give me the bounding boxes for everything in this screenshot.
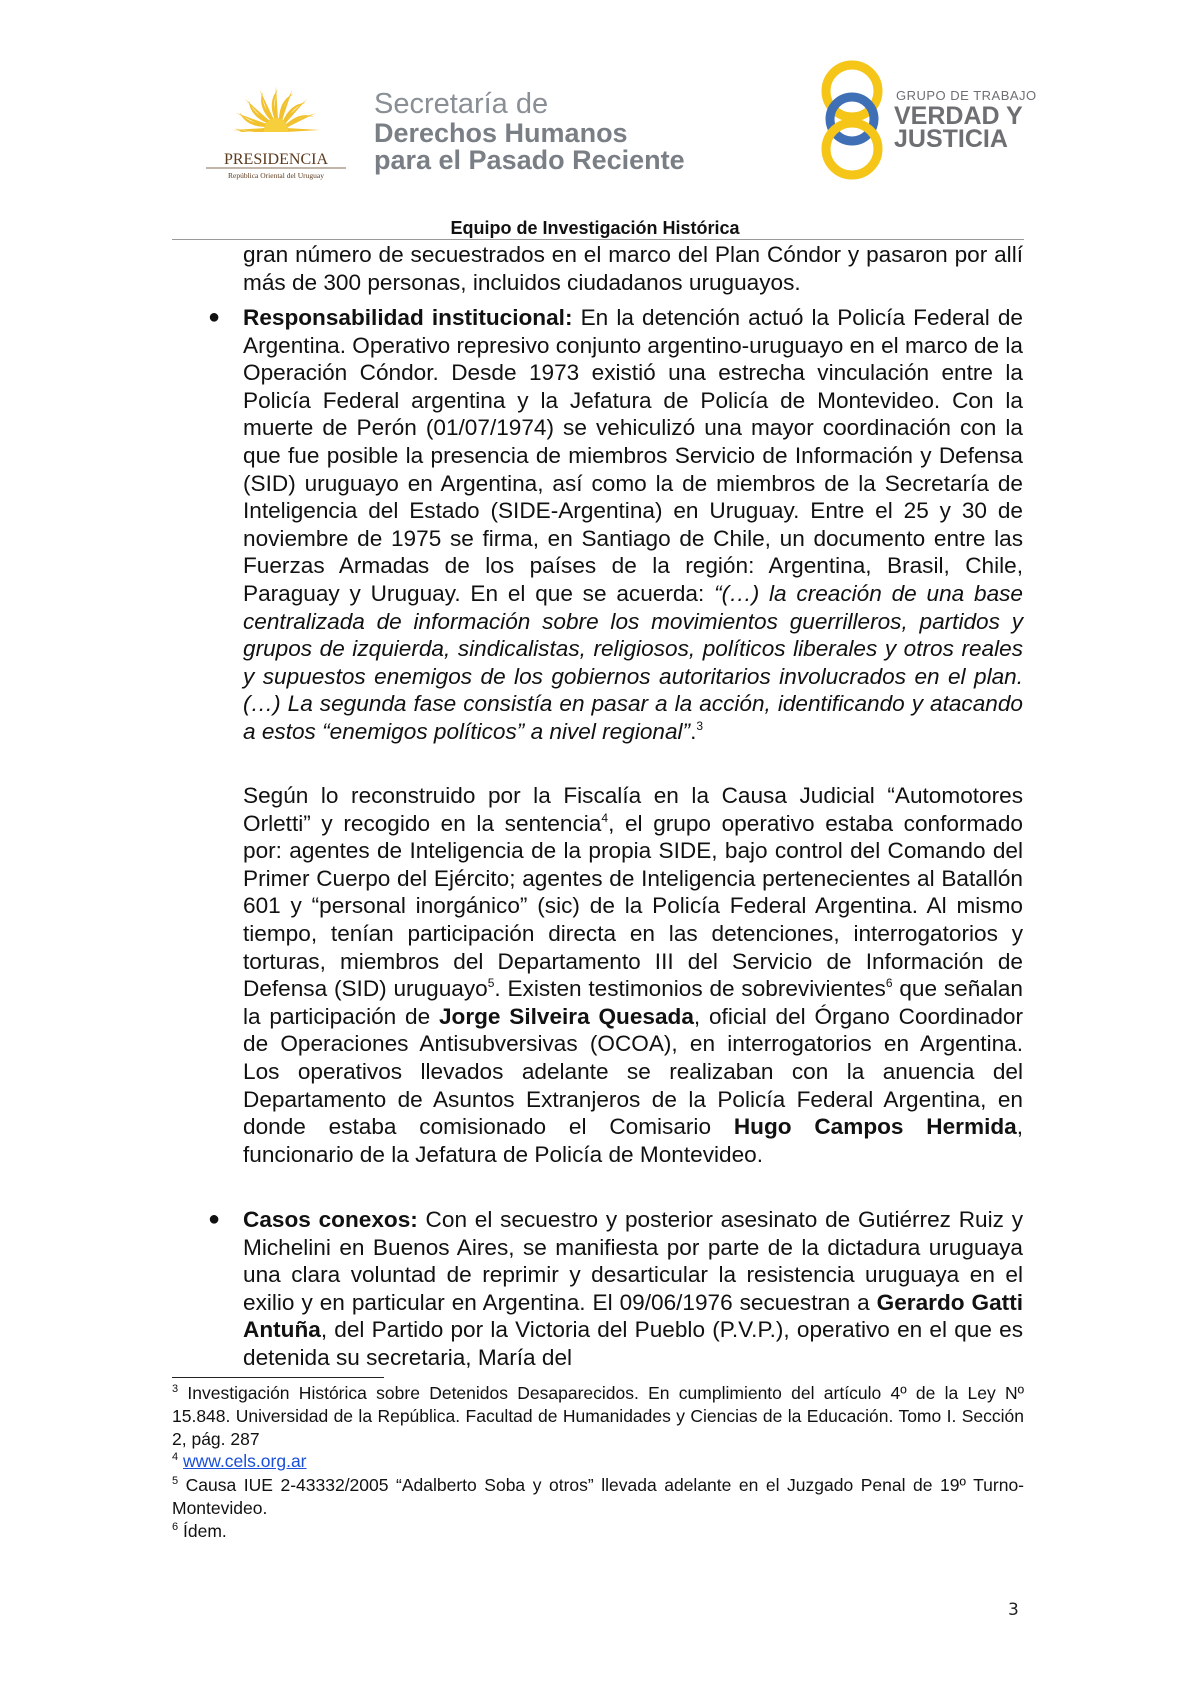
casos-text-1: Con el secuestro y posterior asesinato de Gutiérrez Ruiz y Michelini en Buenos Aires, se manifiesta por parte de la dictadura uruguaya una clara voluntad de reprimir y desarticular la resistencia uruguaya en el exilio y en particular en Argentina. El 09/06/1976 secuestran a: [243, 1207, 1023, 1315]
cels-link[interactable]: www.cels.org.ar: [183, 1451, 307, 1471]
footnote-6: [172, 1520, 1024, 1543]
footnote-number: 6: [172, 1521, 179, 1533]
footnote-ref-4[interactable]: 4: [601, 810, 609, 825]
casos-text-2: , del Partido por la Victoria del Pueblo (P.V.P.), operativo en el que es detenida su secretaria, María del: [243, 1317, 1023, 1370]
gtvj-line-1: GRUPO DE TRABAJO: [896, 88, 1037, 103]
footnote-4: [172, 1450, 1024, 1473]
footnote-number: 4: [172, 1451, 179, 1463]
name-gatti: Gerardo Gatti Antuña: [243, 1289, 1023, 1343]
presidencia-title: PRESIDENCIA: [223, 151, 329, 168]
bullet-icon: ●: [208, 306, 221, 328]
segun-text-3: . Existen testimonios de sobrevivientes: [494, 976, 886, 1002]
footnote-text: Causa IUE 2-43332/2005 “Adalberto Soba y otros” llevada adelante en el Juzgado Penal de 19º Turno-Montevideo.: [172, 1475, 1024, 1518]
segun-text-6: , funcionario de la Jefatura de Policía de Montevideo.: [243, 1114, 1023, 1167]
segun-text-5: , oficial del Órgano Coordinador de Operaciones Antisubversivas (OCOA), en interrogatorios en Argentina. Los operativos llevados adelante se realizaban con la anuencia del Departamento de Asuntos Extranjeros de la Policía Federal Argentina, en donde estaba comisionado el Comisario: [243, 1003, 1023, 1140]
sun-of-may-icon: [196, 82, 356, 182]
footnote-number: 5: [172, 1475, 179, 1487]
footnote-5: [172, 1474, 1024, 1520]
responsabilidad-quote: “(…) la creación de una base centralizada de información sobre los movimientos guerrilleros, partidos y grupos de izquierda, sindicalistas, religiosos, políticos liberales y otros reales y supuestos enemigos de los gobiernos autoritarios involucrados en el plan. (…) La segunda fase consistía en pasar a la acción, identificando y atacando a estos “enemigos políticos” a nivel regional”: [243, 580, 1023, 744]
header-title: Equipo de Investigación Histórica: [450, 218, 740, 238]
footnote-number: 3: [172, 1383, 179, 1395]
gtvj-line-3: JUSTICIA: [894, 125, 1008, 153]
footnote-3: [172, 1382, 1024, 1451]
segun-text-4: que señalan la participación de: [243, 976, 1023, 1029]
responsabilidad-paragraph: [243, 304, 1023, 746]
presidencia-subtitle: República Oriental del Uruguay: [227, 171, 325, 180]
intro-text: gran número de secuestrados en el marco del Plan Cóndor y pasaron por allí más de 300 personas, incluidos ciudadanos uruguayos.: [243, 242, 1023, 295]
responsabilidad-end: .: [690, 718, 697, 744]
responsabilidad-text: En la detención actuó la Policía Federal de Argentina. Operativo represivo conjunto argentino-uruguayo en el marco de la Operación Cóndor. Desde 1973 existió una estrecha vinculación entre la Policía Federal argentina y la Jefatura de Policía de Montevideo. Con la muerte de Perón (01/07/1974) se vehiculizó una mayor coordinación con la que fue posible la presencia de miembros Servicio de Información y Defensa (SID) uruguayo en Argentina, así como la de miembros de la Secretaría de Inteligencia del Estado (SIDE-Argentina) en Uruguay. Entre el 25 y 30 de noviembre de 1975 se firma, en Santiago de Chile, un documento entre las Fuerzas Armadas de los países de la región: Argentina, Brasil, Chile, Paraguay y Uruguay. En el que se acuerda:: [243, 305, 1023, 606]
segun-text-1: Según lo reconstruido por la Fiscalía en la Causa Judicial “Automotores Orletti” y recogido en la sentencia: [243, 783, 1023, 836]
segun-text-2: , el grupo operativo estaba conformado por: agentes de Inteligencia de la propia SIDE, bajo control del Comando del Primer Cuerpo del Ejército; agentes de Inteligencia pertenecientes al Batallón 601 y “personal inorgánico” (sic) de la Policía Federal Argentina. Al mismo tiempo, tenían participación directa en las detenciones, interrogatorios y torturas, miembros del Departamento III del Servicio de Información de Defensa (SID) uruguayo: [243, 810, 1023, 1002]
segun-paragraph: [243, 782, 1023, 1168]
header-divider: [172, 239, 1024, 240]
footnote-ref-6[interactable]: 6: [885, 976, 893, 991]
footnote-divider: [172, 1377, 384, 1378]
intro-paragraph: [243, 241, 1023, 296]
secretaria-wordmark: [374, 88, 704, 174]
casos-label: Casos conexos:: [243, 1207, 418, 1232]
presidencia-logo: [196, 82, 356, 182]
bullet-icon: ●: [208, 1208, 221, 1230]
secretaria-line-2: Derechos Humanos: [374, 118, 628, 148]
name-campos: Hugo Campos Hermida: [733, 1114, 1017, 1140]
gtvj-line-2: VERDAD Y: [894, 102, 1023, 130]
page-number: 3: [1008, 1600, 1019, 1620]
name-silveira: Jorge Silveira Quesada: [438, 1003, 694, 1029]
secretaria-line-1: Secretaría de: [374, 88, 549, 120]
footnote-ref-5[interactable]: 5: [487, 976, 495, 991]
linked-rings-icon: [818, 55, 898, 185]
casos-paragraph: [243, 1206, 1023, 1372]
footnote-text: Investigación Histórica sobre Detenidos Desaparecidos. En cumplimiento del artículo 4º de la Ley Nº 15.848. Universidad de la República. Facultad de Humanidades y Ciencias de la Educación. Tomo I. Sección 2, pág. 287: [172, 1383, 1024, 1449]
secretaria-line-3: para el Pasado Reciente: [374, 145, 685, 175]
responsabilidad-label: Responsabilidad institucional:: [243, 305, 573, 330]
footnote-text: Ídem.: [178, 1521, 227, 1541]
footnote-ref-3[interactable]: 3: [696, 718, 704, 733]
